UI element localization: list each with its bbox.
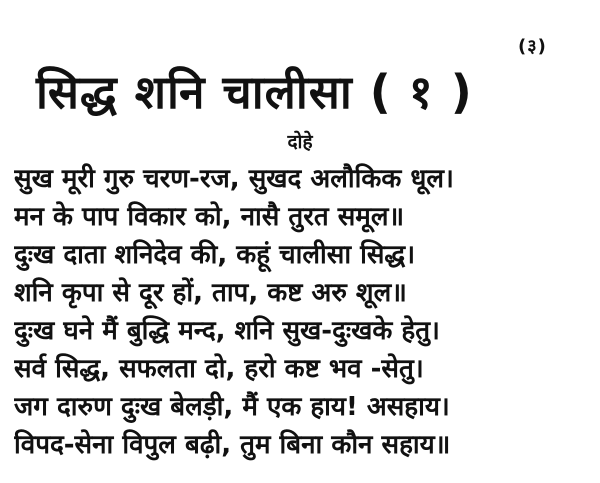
verse-line: दुःख दाता शनिदेव की, कहूं चालीसा सिद्ध। [14,240,416,270]
verse-block [14,160,594,464]
verse-line: सुख मूरी गुरु चरण-रज, सुखद अलौकिक धूल। [14,164,454,194]
verse-line: दुःख घने मैं बुद्धि मन्द, शनि सुख-दुःखके हेतु। [14,316,440,346]
section-heading: दोहे [287,131,313,153]
verse-line: सर्व सिद्ध, सफलता दो, हरो कष्ट भव -सेतु। [14,354,424,384]
verse-line: शनि कृपा से दूर हों, ताप, कष्ट अरु शूल॥ [14,278,407,308]
verse-line: विपद-सेना विपुल बढ़ी, तुम बिना कौन सहाय॥ [14,430,451,460]
page-title: सिद्ध शनि चालीसा ( १ ) [36,65,473,119]
page-number: (३) [518,36,547,57]
verse-line: जग दारुण दुःख बेलड़ी, मैं एक हाय! असहाय। [14,392,450,422]
verse-line: मन के पाप विकार को, नासै तुरत समूल॥ [14,202,405,232]
